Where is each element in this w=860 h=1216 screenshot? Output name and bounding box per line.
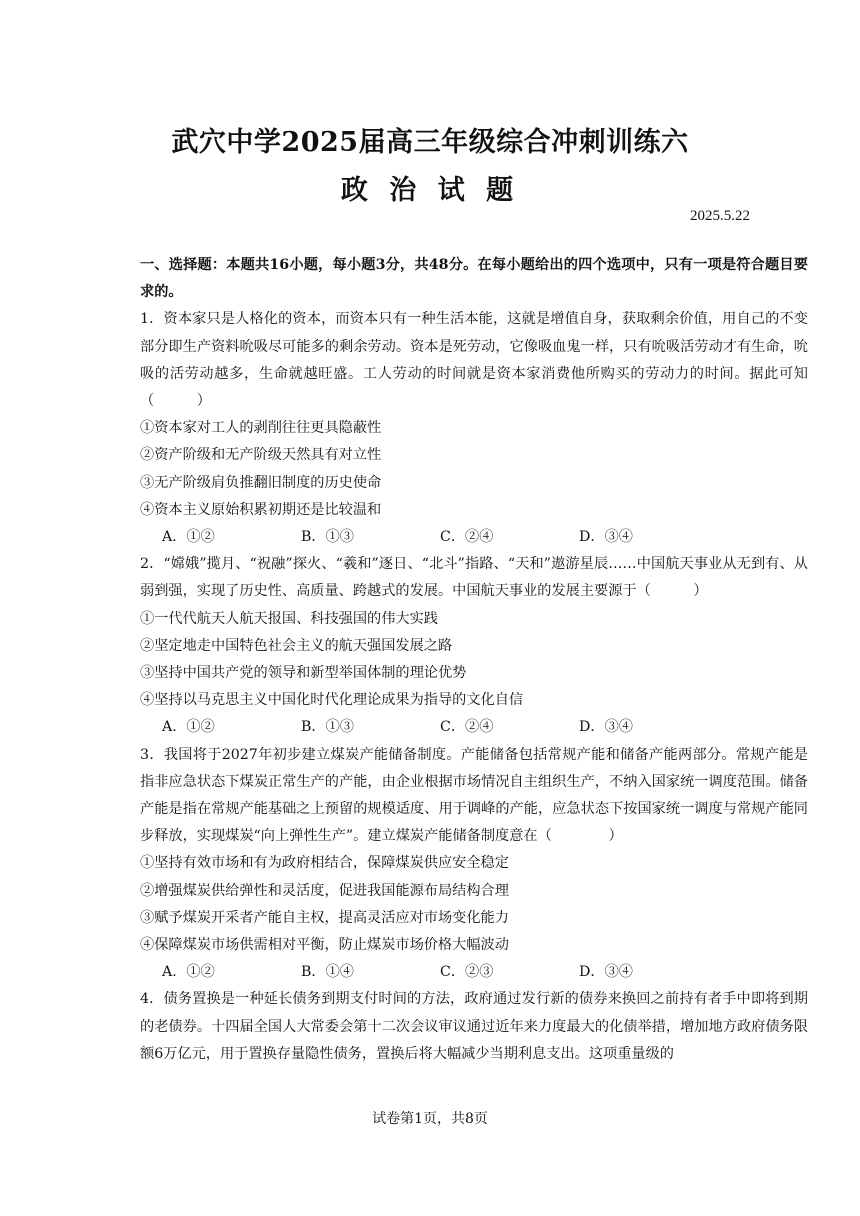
question-3-item-2: ②增强煤炭供给弹性和灵活度，促进我国能源布局结构合理 — [140, 882, 509, 899]
question-1-stem: 1．资本家只是人格化的资本，而资本只有一种生活本能，这就是增值自身，获取剩余价值，用自己的不变部分即生产资料吮吸尽可能多的剩余劳动。资本是死劳动，它像吸血鬼一样，只有吮吸活劳动才有生命，吮吸的活劳动越多，生命就越旺盛。工人劳动的时间就是资本家消费他所购买的劳动力的时间。据此可知（ ） — [140, 311, 808, 410]
question-1-item-1: ①资本家对工人的剥削往往更具隐蔽性 — [140, 420, 382, 437]
question-3-option-c: C．②③ — [440, 964, 494, 981]
question-4-stem: 4．债务置换是一种延长债务到期支付时间的方法，政府通过发行新的债券来换回之前持有者手中即将到期的老债券。十四届全国人大常委会第十二次会议审议通过近年来力度最大的化债举措，增加地方政府债务限额6万亿元，用于置换存量隐性债务，置换后将大幅减少当期利息支出。这项重量级的 — [140, 991, 808, 1062]
question-1-option-b: B．①③ — [301, 529, 354, 546]
question-2-item-4: ④坚持以马克思主义中国化时代化理论成果为指导的文化自信 — [140, 692, 524, 709]
question-3-item-4: ④保障煤炭市场供需相对平衡，防止煤炭市场价格大幅波动 — [140, 937, 509, 954]
page-footer: 试卷第1页，共8页 — [372, 1111, 488, 1127]
question-1-item-3: ③无产阶级肩负推翻旧制度的历史使命 — [140, 474, 382, 491]
question-1-item-4: ④资本主义原始积累初期还是比较温和 — [140, 501, 382, 518]
question-2-item-3: ③坚持中国共产党的领导和新型举国体制的理论优势 — [140, 665, 467, 682]
question-3-option-d: D．③④ — [579, 964, 633, 981]
question-1-item-2: ②资产阶级和无产阶级天然具有对立性 — [140, 447, 382, 464]
question-3-item-3: ③赋予煤炭开采者产能自主权，提高灵活应对市场变化能力 — [140, 909, 509, 926]
question-3-option-a: A．①② — [162, 964, 215, 981]
question-3-item-1: ①坚持有效市场和有为政府相结合，保障煤炭供应安全稳定 — [140, 855, 509, 872]
question-1-options — [140, 524, 808, 551]
question-1-option-c: C．②④ — [440, 529, 494, 546]
question-3-option-b: B．①④ — [301, 964, 354, 981]
subject-title: 政 治 试 题 — [340, 175, 520, 206]
question-2-item-2: ②坚定地走中国特色社会主义的航天强国发展之路 — [140, 637, 453, 654]
exam-date: 2025.5.22 — [690, 208, 750, 224]
question-1-option-a: A．①② — [162, 529, 215, 546]
question-2-option-c: C．②④ — [440, 719, 494, 736]
question-2-option-b: B．①③ — [301, 719, 354, 736]
question-2-option-a: A．①② — [162, 719, 215, 736]
question-2-stem: 2．“嫦娥”揽月、“祝融”探火、“羲和”逐日、“北斗”指路、“天和”遨游星辰……中国航天事业从无到有、从弱到强，实现了历史性、高质量、跨越式的发展。中国航天事业的发展主要源于（ ） — [140, 556, 808, 600]
question-1-option-d: D．③④ — [579, 529, 633, 546]
question-2-options — [140, 714, 808, 741]
section-heading: 一、选择题：本题共16小题，每小题3分，共48分。在每小题给出的四个选项中，只有一项是符合题目要求的。 — [140, 257, 808, 301]
exam-content — [140, 252, 808, 1068]
exam-title: 武穴中学2025届高三年级综合冲刺训练六 — [171, 127, 689, 158]
question-3-options — [140, 959, 808, 986]
question-3-stem: 3．我国将于2027年初步建立煤炭产能储备制度。产能储备包括常规产能和储备产能两部分。常规产能是指非应急状态下煤炭正常生产的产能，由企业根据市场情况自主组织生产，不纳入国家统一调度范围。储备产能是指在常规产能基础之上预留的规模适度、用于调峰的产能，应急状态下按国家统一调度与常规产能同步释放，实现煤炭“向上弹性生产”。建立煤炭产能储备制度意在（ ） — [140, 746, 808, 845]
question-2-item-1: ①一代代航天人航天报国、科技强国的伟大实践 — [140, 610, 438, 627]
question-2-option-d: D．③④ — [579, 719, 633, 736]
